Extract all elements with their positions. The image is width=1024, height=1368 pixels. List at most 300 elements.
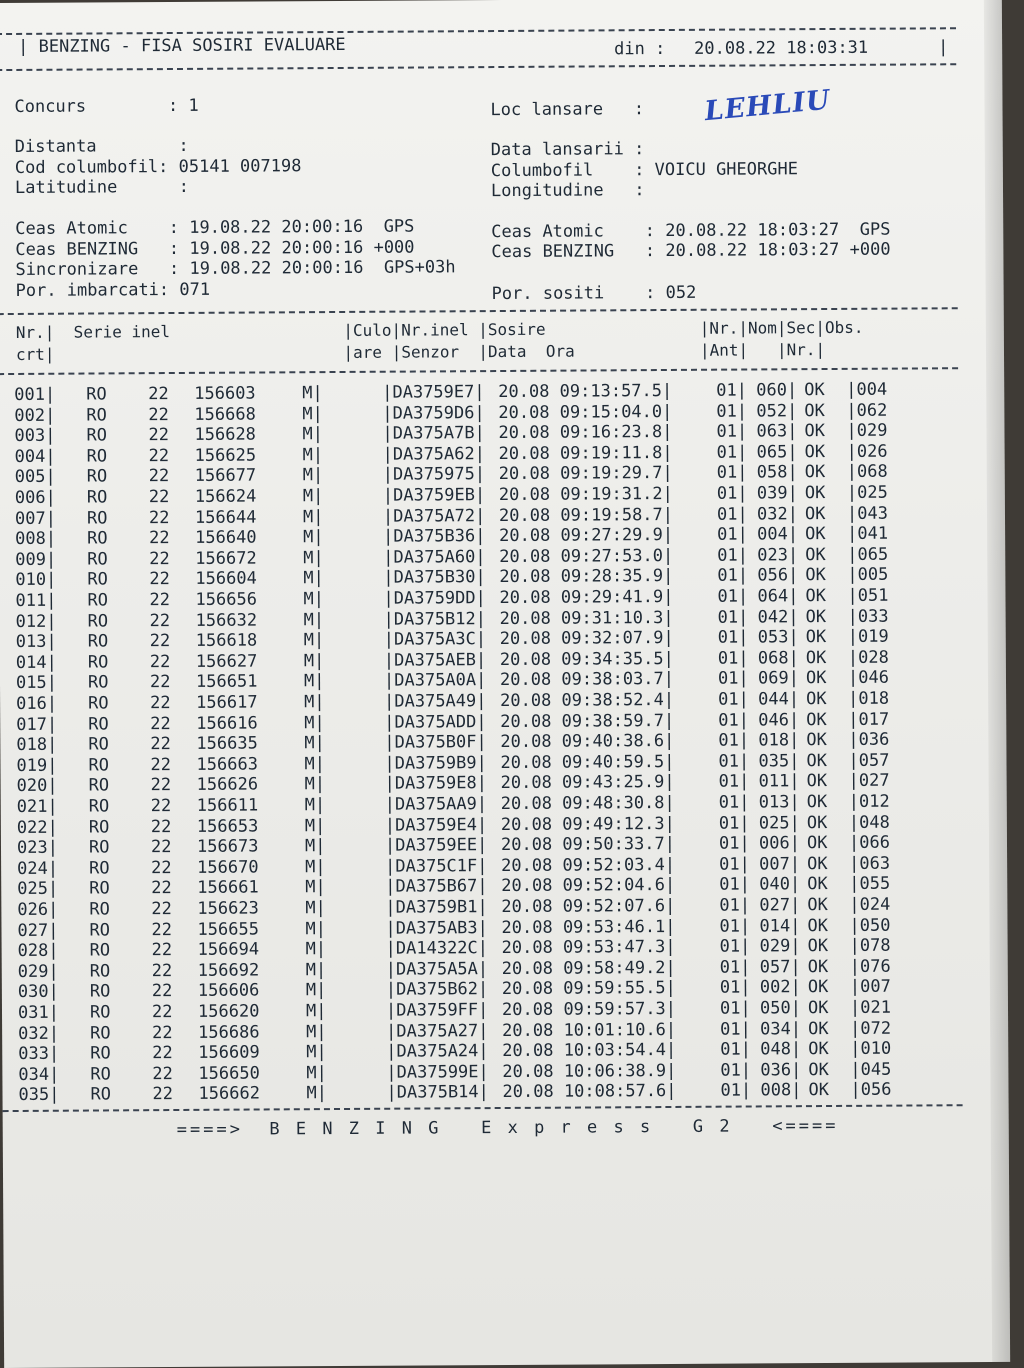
row-number: 029|: [17, 961, 59, 982]
sensor-id: |DA3759DD|: [383, 588, 486, 609]
ring-country: RO: [88, 817, 110, 838]
antenna-number: 01|: [716, 462, 748, 484]
nom-number: 007|: [759, 853, 801, 875]
nom-number: 053|: [757, 627, 799, 648]
color-sex: M|: [302, 444, 324, 466]
ceas-benzing-start: Ceas BENZING : 19.08.22 20:00:16 +000: [15, 237, 415, 260]
ring-country: RO: [89, 981, 111, 1002]
sensor-id: |DA37599E|: [386, 1061, 489, 1083]
color-sex: M|: [302, 486, 324, 507]
ring-number: 156618: [195, 630, 258, 652]
ring-country: RO: [89, 899, 110, 920]
nom-number: 025|: [758, 812, 800, 834]
ring-year: 22: [150, 713, 171, 734]
arrival-time: 20.08 10:08:57.6|: [502, 1081, 677, 1103]
sec-status: OK: [805, 668, 827, 689]
obs-number: |045: [850, 1059, 892, 1080]
ring-year: 22: [148, 404, 169, 425]
row-number: 028|: [17, 940, 59, 962]
sensor-id: |DA375A5A|: [385, 958, 489, 980]
color-sex: M|: [302, 506, 324, 527]
sec-status: OK: [804, 462, 826, 483]
arrival-time: 20.08 09:40:38.6|: [500, 731, 675, 753]
ring-year: 22: [150, 734, 171, 755]
sensor-id: |DA3759E8|: [384, 773, 488, 795]
arrival-time: 20.08 09:53:46.1|: [501, 916, 676, 938]
sensor-id: |DA375A24|: [386, 1041, 489, 1062]
sec-status: OK: [804, 503, 826, 524]
ring-year: 22: [148, 466, 170, 487]
antenna-number: 01|: [716, 504, 748, 525]
arrival-time: 20.08 09:29:41.9|: [499, 586, 674, 609]
color-sex: M|: [306, 1042, 327, 1063]
nom-number: 006|: [758, 833, 801, 854]
obs-number: |043: [846, 503, 888, 524]
sensor-id: |DA375ADD|: [384, 711, 487, 733]
color-sex: M|: [305, 898, 326, 919]
sec-status: OK: [806, 709, 827, 730]
longitudine-line: Longitudine :: [490, 180, 645, 202]
sensor-id: |DA3759B1|: [385, 897, 488, 918]
ring-country: RO: [88, 837, 110, 858]
sensor-id: |DA3759EB|: [382, 485, 486, 506]
ring-country: RO: [86, 425, 108, 446]
nom-number: 063|: [756, 421, 798, 442]
arrival-time: 20.08 09:19:29.7|: [498, 463, 673, 485]
arrival-time: 20.08 09:34:35.5|: [499, 648, 674, 670]
obs-number: |026: [846, 441, 888, 462]
row-number: 015|: [15, 673, 58, 694]
ring-year: 22: [149, 569, 170, 590]
row-number: 012|: [15, 611, 57, 632]
color-sex: M|: [306, 1083, 328, 1104]
ring-year: 22: [148, 507, 170, 528]
sec-status: OK: [806, 771, 828, 792]
color-sex: M|: [304, 712, 325, 733]
cod-columbofil-line: Cod columbofil: 05141 007198: [14, 156, 302, 178]
ring-country: RO: [88, 755, 110, 776]
arrival-time: 20.08 09:59:57.3|: [501, 998, 677, 1021]
row-number: 032|: [18, 1023, 60, 1044]
color-sex: M|: [305, 856, 326, 878]
ring-country: RO: [89, 961, 111, 982]
ring-number: 156606: [197, 980, 260, 1002]
ring-country: RO: [88, 734, 109, 755]
ring-country: RO: [86, 384, 107, 405]
color-sex: M|: [302, 424, 324, 445]
ring-number: 156611: [196, 795, 259, 816]
ring-year: 22: [148, 445, 170, 466]
ring-number: 156673: [196, 836, 259, 858]
title-end-bar: |: [938, 37, 949, 58]
antenna-number: 01|: [718, 813, 750, 834]
color-sex: M|: [302, 383, 323, 404]
concurs-line: Concurs : 1: [14, 95, 199, 117]
ring-number: 156653: [196, 816, 259, 837]
ring-year: 22: [149, 672, 171, 693]
sensor-id: |DA375B67|: [385, 876, 488, 898]
nom-number: 069|: [757, 668, 799, 689]
antenna-number: 01|: [717, 648, 749, 669]
ring-country: RO: [87, 569, 108, 590]
arrival-time: 20.08 09:13:57.5|: [498, 380, 673, 403]
arrival-time: 20.08 09:52:07.6|: [501, 895, 676, 918]
antenna-number: 01|: [719, 977, 751, 999]
antenna-number: 01|: [720, 1060, 752, 1081]
sec-status: OK: [805, 586, 827, 607]
sec-status: OK: [804, 400, 825, 421]
report-date-label: din :: [614, 38, 666, 60]
ring-year: 22: [150, 796, 172, 817]
loc-lansare-handwritten: LEHLIU: [703, 84, 832, 128]
color-sex: M|: [304, 815, 326, 836]
obs-number: |078: [849, 935, 891, 957]
nom-number: 035|: [758, 750, 800, 772]
color-sex: M|: [304, 774, 326, 795]
obs-number: |062: [846, 400, 888, 421]
ring-number: 156651: [195, 671, 258, 693]
ring-number: 156670: [197, 857, 259, 878]
arrival-time: 20.08 09:32:07.9|: [499, 628, 674, 650]
sensor-id: |DA375C1F|: [385, 855, 488, 877]
sec-status: OK: [807, 936, 829, 957]
arrival-time: 20.08 09:38:59.7|: [500, 710, 675, 732]
row-number: 034|: [18, 1064, 60, 1085]
obs-number: |072: [850, 1018, 892, 1039]
antenna-number: 01|: [719, 854, 750, 875]
sec-status: OK: [808, 1039, 829, 1060]
obs-number: |056: [850, 1080, 892, 1101]
sensor-id: |DA375B12|: [383, 608, 487, 630]
antenna-number: 01|: [720, 1019, 751, 1040]
row-number: 030|: [17, 982, 59, 1003]
antenna-number: 01|: [718, 833, 750, 854]
ring-year: 22: [151, 899, 172, 920]
ring-country: RO: [89, 878, 110, 899]
nom-number: 027|: [759, 895, 801, 916]
ring-country: RO: [88, 714, 109, 735]
arrival-time: 20.08 09:19:11.8|: [498, 442, 673, 464]
ring-number: 156604: [195, 568, 257, 590]
antenna-number: 01|: [720, 1039, 752, 1060]
arrival-time: 20.08 10:06:38.9|: [502, 1060, 677, 1082]
sec-status: OK: [806, 750, 828, 771]
sensor-id: |DA3759B9|: [384, 752, 487, 774]
arrival-time: 20.08 09:52:04.6|: [501, 875, 676, 897]
sensor-id: |DA375A3C|: [383, 629, 487, 650]
ring-number: 156632: [195, 610, 258, 631]
color-sex: M|: [303, 547, 324, 569]
sec-status: OK: [805, 565, 826, 586]
row-number: 004|: [14, 446, 56, 467]
nom-number: 008|: [760, 1080, 802, 1101]
sec-status: OK: [807, 874, 828, 895]
arrival-time: 20.08 09:38:52.4|: [500, 689, 675, 712]
row-number: 019|: [16, 755, 58, 776]
antenna-number: 01|: [717, 524, 748, 545]
ring-year: 22: [152, 1043, 173, 1064]
obs-number: |063: [849, 853, 891, 874]
ring-number: 156625: [194, 445, 257, 466]
ring-number: 156694: [197, 939, 260, 961]
nom-number: 032|: [756, 503, 798, 525]
sec-status: OK: [805, 524, 826, 545]
sensor-id: |DA3759EE|: [384, 835, 488, 856]
nom-number: 050|: [759, 998, 802, 1019]
ring-country: RO: [87, 652, 109, 673]
sec-status: OK: [806, 689, 827, 710]
color-sex: M|: [303, 589, 325, 610]
arrival-time: 20.08 09:38:03.7|: [499, 669, 675, 691]
divider: [0, 307, 958, 315]
color-sex: M|: [306, 1021, 327, 1042]
ring-year: 22: [150, 816, 172, 837]
ring-country: RO: [86, 405, 107, 426]
nom-number: 029|: [759, 936, 801, 957]
arrival-time: 20.08 09:19:58.7|: [498, 504, 674, 526]
antenna-number: 01|: [716, 421, 748, 442]
ring-number: 156624: [194, 486, 257, 507]
ring-country: RO: [90, 1043, 111, 1064]
arrival-time: 20.08 09:53:47.3|: [501, 937, 676, 959]
sec-status: OK: [806, 792, 828, 813]
ring-year: 22: [151, 981, 173, 1002]
row-number: 011|: [15, 590, 57, 611]
sensor-id: |DA3759FF|: [385, 1000, 489, 1021]
ring-number: 156635: [196, 733, 258, 755]
obs-number: |007: [849, 977, 891, 998]
nom-number: 064|: [757, 586, 799, 607]
ring-number: 156623: [197, 898, 259, 919]
ring-year: 22: [149, 610, 171, 631]
arrival-time: 20.08 09:28:35.9|: [499, 566, 674, 588]
ring-number: 156672: [195, 548, 257, 569]
arrival-time: 20.08 09:15:04.0|: [498, 401, 673, 423]
antenna-number: 01|: [716, 442, 748, 463]
distanta-line: Distanta :: [14, 135, 189, 157]
row-number: 006|: [14, 487, 56, 508]
nom-number: 068|: [757, 647, 799, 669]
row-number: 017|: [16, 714, 58, 735]
obs-number: |025: [846, 482, 888, 503]
sensor-id: |DA375A72|: [382, 505, 486, 527]
ceas-benzing-end: Ceas BENZING : 20.08.22 18:03:27 +000: [491, 239, 891, 263]
ring-country: RO: [87, 528, 108, 549]
ring-year: 22: [152, 1084, 174, 1105]
color-sex: M|: [305, 877, 326, 898]
arrival-time: 20.08 10:01:10.6|: [502, 1019, 677, 1041]
row-number: 009|: [15, 549, 57, 570]
arrival-time: 20.08 09:59:55.5|: [501, 978, 676, 1000]
antenna-number: 01|: [719, 916, 751, 937]
ring-country: RO: [89, 919, 111, 941]
sensor-id: |DA375975|: [382, 464, 486, 486]
nom-number: 057|: [759, 956, 801, 978]
obs-number: |024: [849, 894, 891, 915]
obs-number: |041: [847, 523, 889, 545]
nom-number: 044|: [758, 689, 800, 710]
por-imbarcati-line: Por. imbarcati: 071: [15, 279, 211, 301]
nom-number: 065|: [756, 441, 798, 463]
sec-status: OK: [804, 483, 826, 504]
footer-banner: ====> B E N Z I N G E x p r e s s G 2 <====: [176, 1115, 839, 1141]
ring-year: 22: [148, 487, 170, 508]
sensor-id: |DA375A62|: [382, 443, 486, 465]
row-number: 001|: [14, 384, 56, 405]
antenna-number: 01|: [718, 730, 750, 751]
row-number: 002|: [14, 405, 56, 426]
antenna-number: 01|: [716, 401, 748, 422]
row-number: 020|: [16, 776, 58, 797]
nom-number: 056|: [757, 565, 799, 586]
obs-number: |010: [850, 1038, 892, 1060]
sec-status: OK: [807, 956, 829, 977]
antenna-number: 01|: [720, 1080, 752, 1102]
ring-country: RO: [89, 940, 111, 961]
nom-number: 058|: [756, 462, 798, 483]
report-title: | BENZING - FISA SOSIRI EVALUARE: [18, 34, 346, 57]
ceas-atomic-end: Ceas Atomic : 20.08.22 18:03:27 GPS: [491, 219, 891, 243]
row-number: 025|: [17, 879, 59, 900]
obs-number: |019: [847, 626, 889, 648]
obs-number: |048: [848, 812, 890, 833]
arrival-time: 20.08 09:43:25.9|: [500, 772, 675, 794]
ring-country: RO: [90, 1064, 111, 1085]
antenna-number: 01|: [717, 565, 749, 587]
arrival-time: 20.08 09:49:12.3|: [500, 813, 675, 835]
ring-number: 156617: [196, 692, 258, 713]
ring-country: RO: [86, 466, 108, 487]
ring-country: RO: [86, 508, 108, 529]
ring-year: 22: [152, 1022, 173, 1043]
ring-number: 156644: [194, 507, 257, 528]
loc-lansare-label: Loc lansare :: [490, 99, 645, 121]
arrival-time: 20.08 09:48:30.8|: [500, 792, 675, 815]
nom-number: 013|: [758, 792, 800, 813]
ring-year: 22: [150, 693, 171, 714]
sec-status: OK: [805, 627, 827, 648]
obs-number: |055: [849, 874, 891, 895]
sec-status: OK: [805, 544, 826, 565]
table-header-line-1: Nr.| Serie inel |Culo|Nr.inel |Sosire |Nr.|Nom|Sec|Obs.: [15, 317, 864, 342]
ring-year: 22: [148, 384, 169, 405]
ring-number: 156626: [196, 774, 259, 796]
ring-country: RO: [88, 796, 110, 817]
ring-country: RO: [87, 631, 109, 652]
antenna-number: 01|: [718, 751, 750, 772]
arrival-time: 20.08 09:40:59.5|: [500, 751, 675, 773]
report-date-value: 20.08.22 18:03:31: [694, 37, 869, 59]
nom-number: 046|: [758, 709, 800, 731]
obs-number: |050: [849, 915, 891, 936]
arrival-time: 20.08 09:27:53.0|: [499, 545, 674, 567]
sensor-id: |DA375AEB|: [383, 649, 487, 671]
sensor-id: |DA375AB3|: [385, 917, 488, 939]
ring-country: RO: [86, 446, 108, 467]
sec-status: OK: [804, 441, 826, 462]
sensor-id: |DA375A0A|: [383, 670, 487, 692]
antenna-number: 01|: [716, 483, 748, 504]
columbofil-line: Columbofil : VOICU GHEORGHE: [490, 159, 798, 182]
color-sex: M|: [304, 795, 326, 816]
row-number: 021|: [16, 796, 58, 817]
color-sex: M|: [305, 959, 327, 981]
sensor-id: |DA375A27|: [386, 1020, 489, 1042]
antenna-number: 01|: [717, 668, 749, 690]
data-lansarii-line: Data lansarii :: [490, 139, 645, 161]
ring-country: RO: [89, 1002, 111, 1023]
arrival-time: 20.08 09:31:10.3|: [499, 607, 674, 629]
antenna-number: 01|: [717, 627, 749, 648]
row-number: 016|: [16, 693, 58, 714]
ring-country: RO: [90, 1022, 111, 1044]
ring-country: RO: [89, 858, 110, 879]
ring-country: RO: [86, 487, 108, 508]
sincronizare-line: Sincronizare : 19.08.22 20:00:16 GPS+03h: [15, 257, 456, 280]
ring-number: 156661: [197, 877, 259, 899]
por-sositi-line: Por. sositi : 052: [491, 282, 697, 305]
sec-status: OK: [806, 730, 827, 751]
color-sex: M|: [304, 836, 326, 857]
ring-country: RO: [87, 549, 108, 570]
sensor-id: |DA375AA9|: [384, 794, 488, 815]
ring-year: 22: [152, 1063, 173, 1084]
nom-number: 034|: [760, 1018, 802, 1040]
ring-number: 156616: [196, 713, 258, 734]
antenna-number: 01|: [717, 586, 749, 607]
ring-year: 22: [149, 590, 171, 611]
sensor-id: |DA375B36|: [383, 526, 486, 547]
ring-year: 22: [151, 1002, 173, 1023]
row-number: 013|: [15, 631, 57, 653]
nom-number: 014|: [759, 915, 801, 937]
sensor-id: |DA375A60|: [383, 546, 486, 568]
sensor-id: |DA375B30|: [383, 567, 486, 589]
color-sex: M|: [302, 403, 323, 424]
sensor-id: |DA375B62|: [385, 979, 489, 1001]
arrival-time: 20.08 09:52:03.4|: [501, 854, 676, 876]
ring-country: RO: [87, 590, 109, 611]
ring-number: 156662: [198, 1083, 260, 1105]
sec-status: OK: [807, 915, 829, 936]
row-number: 003|: [14, 425, 56, 447]
ring-number: 156668: [194, 404, 256, 425]
ring-number: 156692: [197, 960, 260, 981]
divider: [0, 367, 958, 375]
sec-status: OK: [807, 895, 828, 916]
antenna-number: 01|: [717, 545, 749, 566]
sec-status: OK: [807, 853, 828, 874]
sec-status: OK: [808, 1059, 829, 1080]
ring-number: 156627: [195, 651, 258, 672]
ring-year: 22: [150, 754, 172, 775]
arrival-time: 20.08 09:19:31.2|: [498, 483, 673, 506]
ring-number: 156603: [194, 383, 256, 404]
color-sex: M|: [303, 568, 324, 589]
ring-year: 22: [149, 528, 170, 549]
ring-year: 22: [151, 857, 172, 878]
ring-country: RO: [87, 611, 109, 632]
arrival-time: 20.08 10:03:54.4|: [502, 1040, 677, 1062]
nom-number: 002|: [759, 977, 801, 998]
row-number: 010|: [15, 570, 57, 591]
obs-number: |012: [848, 791, 890, 812]
sec-status: OK: [808, 1080, 830, 1101]
antenna-number: 01|: [718, 771, 750, 793]
nom-number: 018|: [758, 730, 800, 751]
sensor-id: |DA14322C|: [385, 938, 489, 959]
nom-number: 023|: [757, 544, 799, 566]
